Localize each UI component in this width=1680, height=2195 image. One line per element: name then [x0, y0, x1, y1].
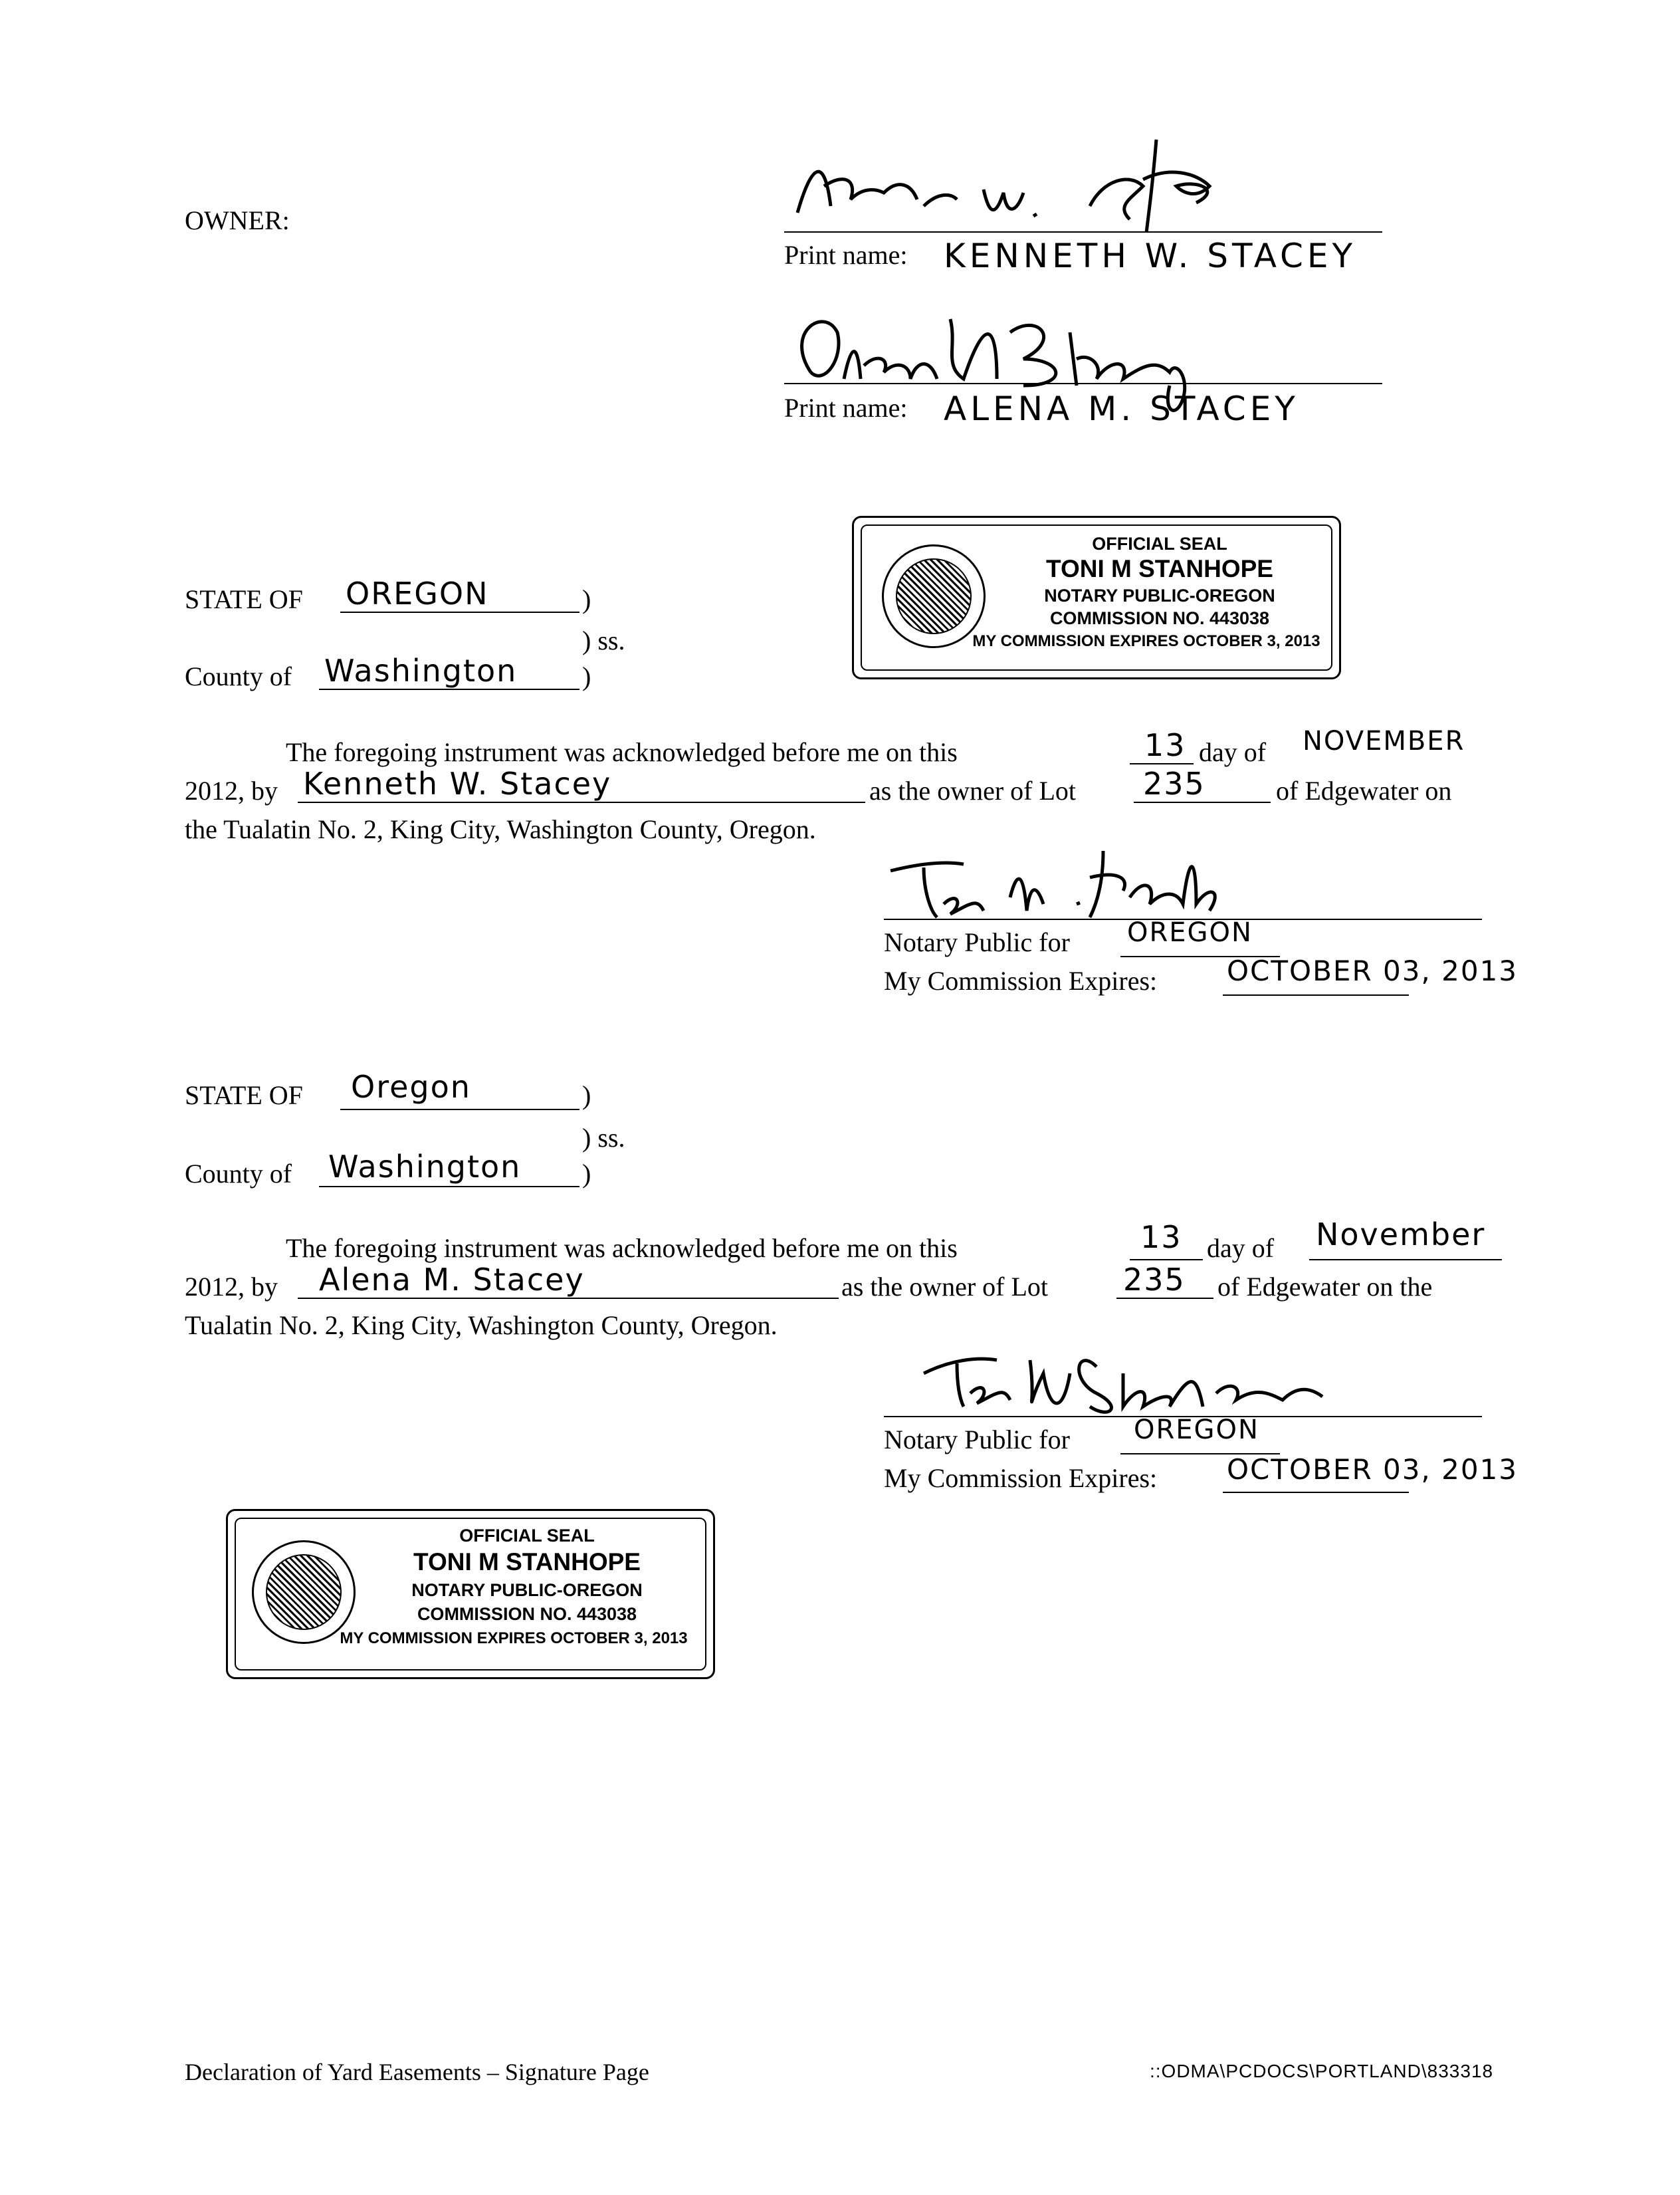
ss-2: ) ss.	[582, 1123, 625, 1153]
ack1-month: NOVEMBER	[1303, 726, 1465, 756]
ack2-expires: OCTOBER 03, 2013	[1227, 1453, 1519, 1486]
county-value-2: Washington	[328, 1149, 522, 1185]
ack1-text-a: The foregoing instrument was acknowledged before me on this	[286, 737, 958, 767]
footer-right: ::ODMA\PCDOCS\PORTLAND\833318	[1150, 2061, 1494, 2081]
print-name-label-1: Print name:	[784, 240, 908, 270]
ack1-by: Kenneth W. Stacey	[303, 766, 612, 802]
owner-label: OWNER:	[185, 205, 290, 235]
seal-line-5: MY COMMISSION EXPIRES OCTOBER 3, 2013	[340, 1629, 688, 1647]
notary-seal-1	[852, 516, 1341, 679]
ack2-month: November	[1316, 1216, 1486, 1252]
ack2-text-a: The foregoing instrument was acknowledged before me on this	[286, 1233, 958, 1263]
county-label-1: County of	[185, 661, 292, 691]
state-label-2: STATE OF	[185, 1080, 303, 1110]
signature-kenneth	[784, 126, 1263, 239]
seal-line-3: NOTARY PUBLIC-OREGON	[411, 1580, 643, 1600]
ack1-day: 13	[1144, 727, 1186, 763]
county-label-2: County of	[185, 1159, 292, 1189]
ack2-notary-state: OREGON	[1134, 1415, 1259, 1445]
print-name-label-2: Print name:	[784, 393, 908, 423]
seal-line-5: MY COMMISSION EXPIRES OCTOBER 3, 2013	[972, 632, 1320, 650]
owner-signature-line-1	[784, 231, 1382, 233]
seal-line-2: TONI M STANHOPE	[413, 1548, 641, 1575]
ack2-by: Alena M. Stacey	[319, 1262, 585, 1298]
notary-seal-2	[226, 1509, 715, 1679]
notary-signature-1	[877, 831, 1249, 931]
print-name-value-2: ALENA M. STACEY	[944, 390, 1299, 428]
seal-line-1: OFFICIAL SEAL	[1092, 534, 1227, 554]
state-value-1: OREGON	[346, 576, 489, 612]
seal-line-2: TONI M STANHOPE	[1046, 555, 1273, 582]
ack1-lot: 235	[1143, 766, 1206, 802]
ack1-expires: OCTOBER 03, 2013	[1227, 955, 1519, 987]
ack2-day: 13	[1140, 1219, 1182, 1255]
seal-line-1: OFFICIAL SEAL	[459, 1526, 595, 1546]
ack1-notary-state: OREGON	[1127, 917, 1253, 948]
notary-signature-2	[910, 1333, 1362, 1420]
state-label-1: STATE OF	[185, 584, 303, 614]
state-seal-icon	[252, 1540, 356, 1644]
ack2-lot: 235	[1123, 1262, 1186, 1298]
footer-left: Declaration of Yard Easements – Signature Page	[185, 2059, 649, 2085]
print-name-value-1: KENNETH W. STACEY	[944, 237, 1357, 275]
seal-line-4: COMMISSION NO. 443038	[417, 1604, 637, 1624]
ss-1: ) ss.	[582, 626, 625, 655]
state-value-2: Oregon	[351, 1069, 471, 1105]
seal-line-4: COMMISSION NO. 443038	[1049, 608, 1270, 628]
county-value-1: Washington	[324, 653, 518, 689]
seal-line-3: NOTARY PUBLIC-OREGON	[1044, 586, 1275, 606]
owner-signature-line-2	[784, 383, 1382, 384]
